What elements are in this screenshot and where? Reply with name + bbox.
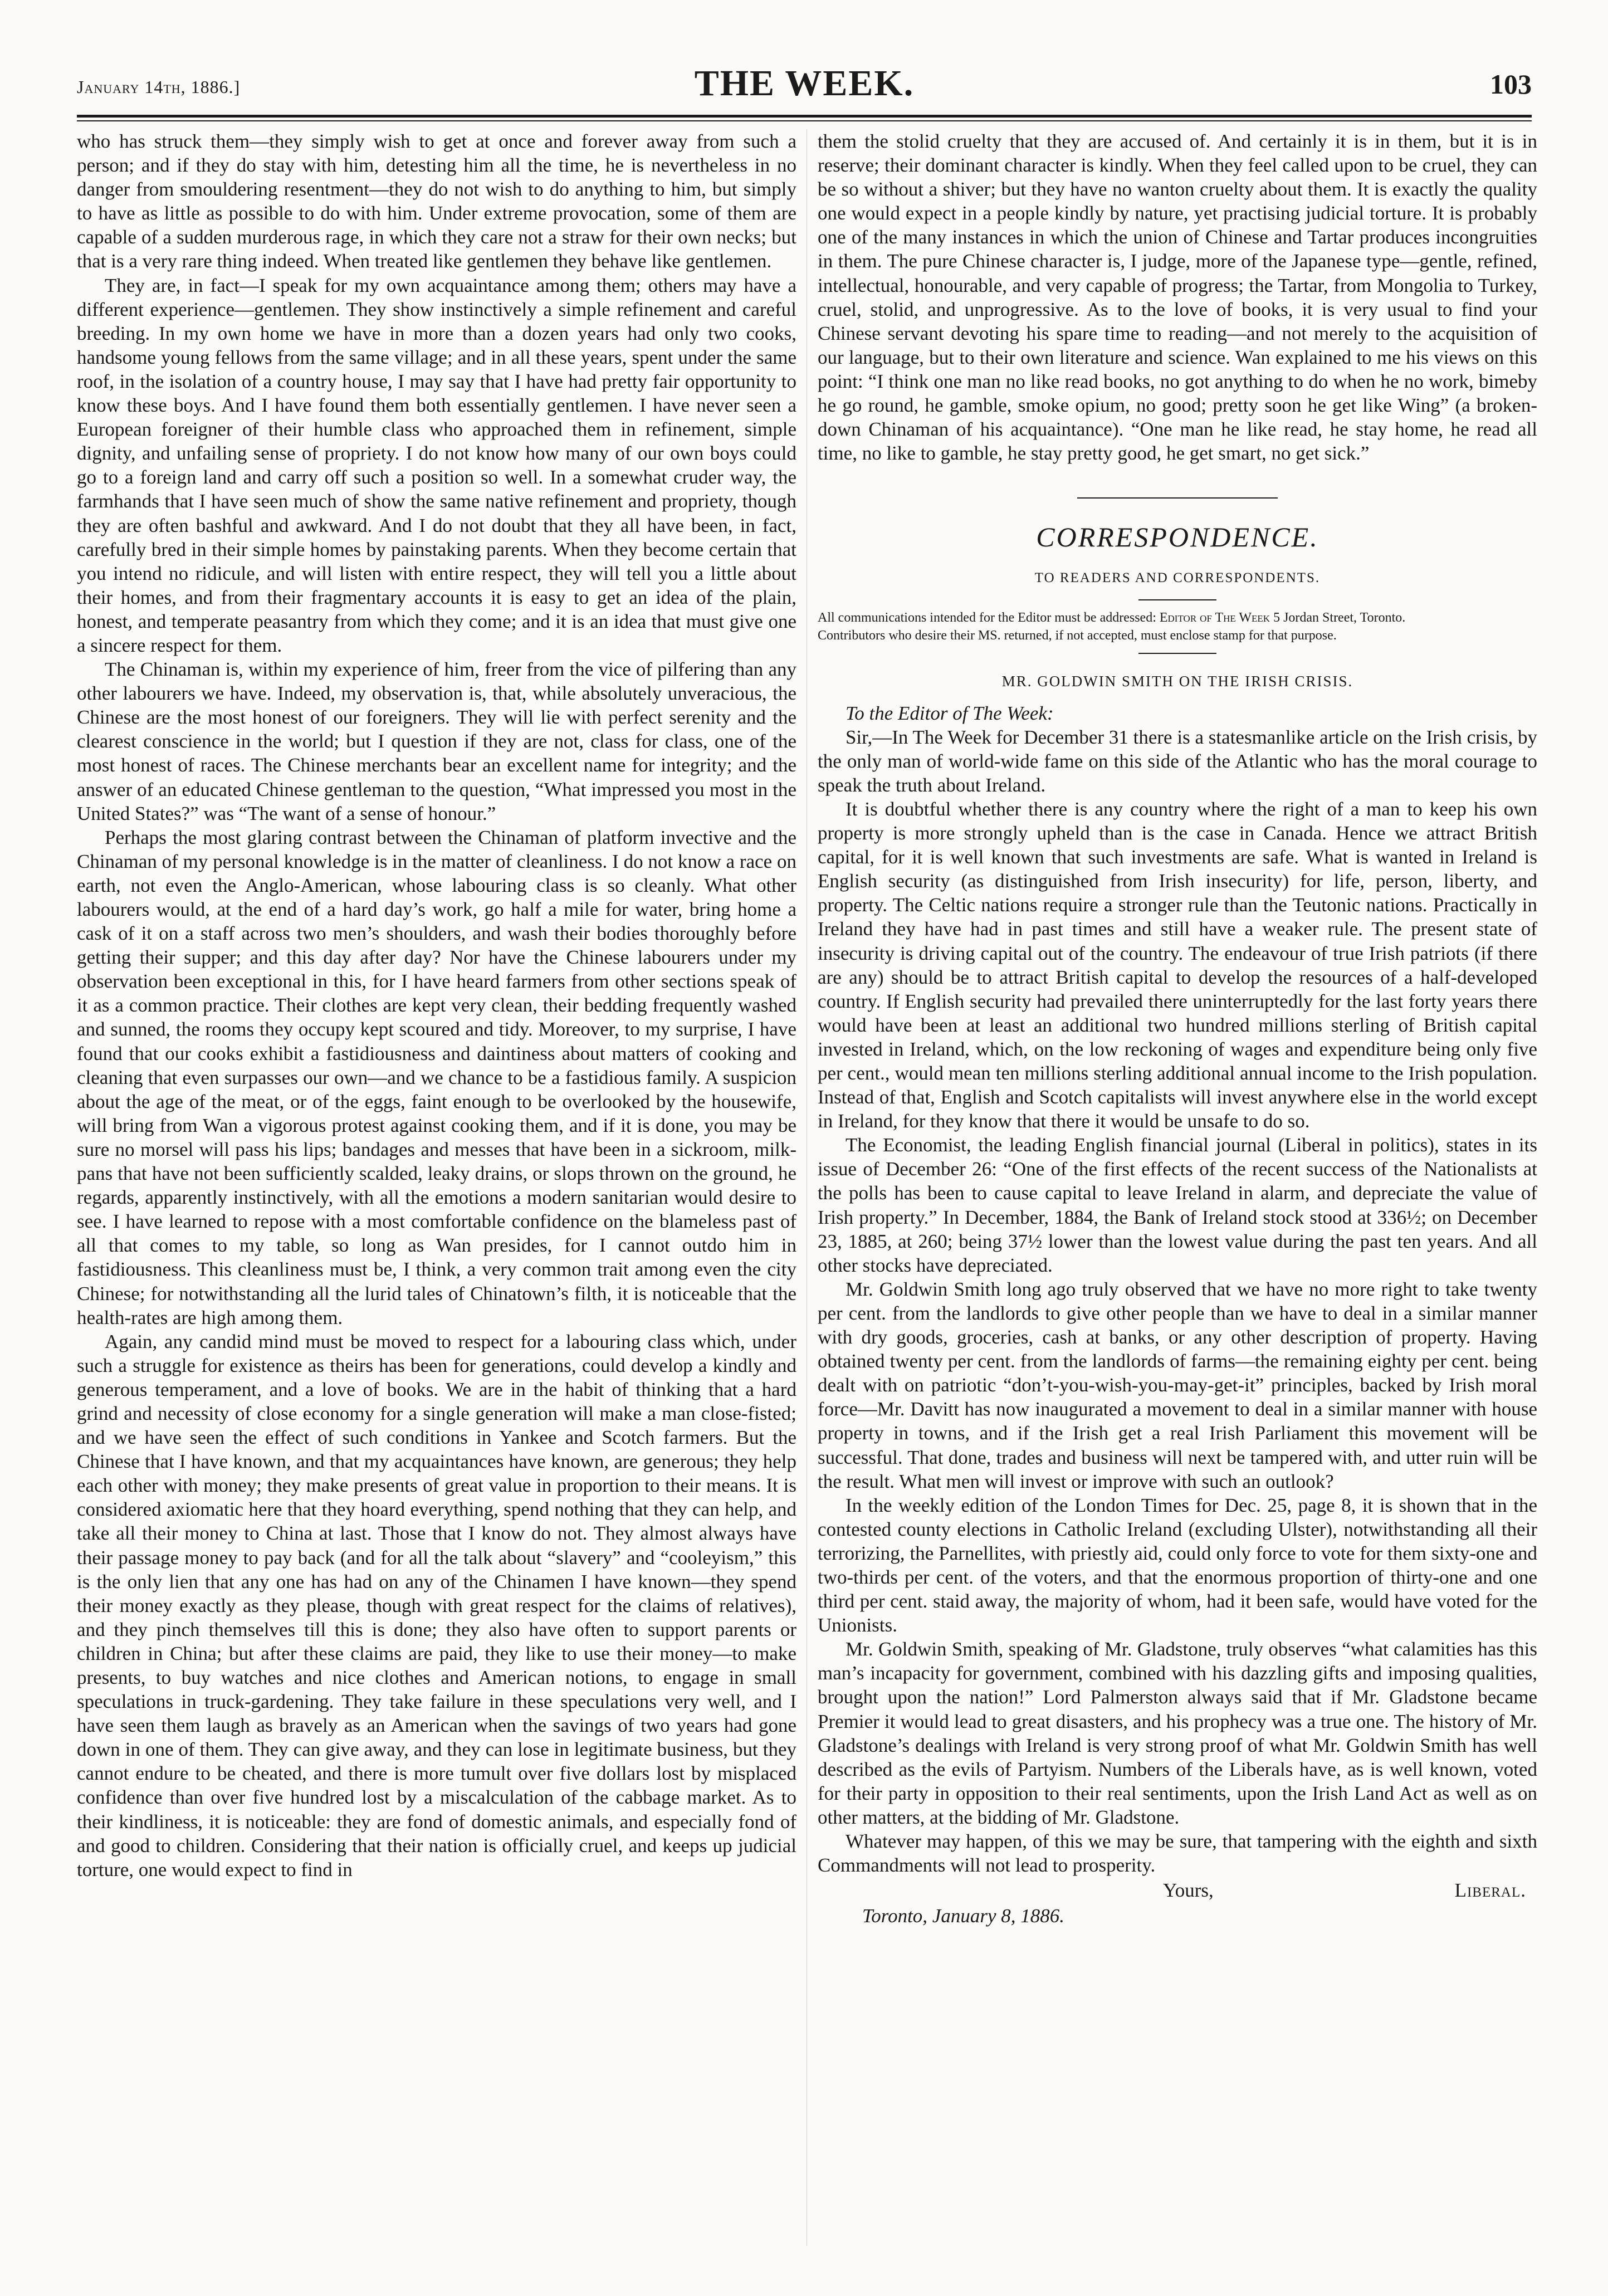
- right-column: [818, 129, 1537, 2224]
- notice-address: 5 Jordan Street, Toronto.: [1270, 610, 1406, 625]
- letter-title: MR. GOLDWIN SMITH ON THE IRISH CRISIS.: [1001, 672, 1353, 690]
- issue-date: January 14th, 1886.]: [77, 77, 241, 97]
- left-paragraph-3: The Chinaman is, within my experience of him, freer from the vice of pilfering than any other labourers we have. Indeed, my observation is, that, while absolutely unveracious, the Chinese are the most honest of our foreigners. They will lie with perfect serenity and the clearest conscience in the world; but I question if they are not, class for class, one of the most honest of races. The Chinese merchants bear an excellent name for integrity; and the answer of an educated Chinese gentleman to the question, “What impressed you most in the United States?” was “The want of a sense of honour.”: [77, 658, 796, 824]
- masthead-rule-thick: [77, 115, 1532, 118]
- masthead: [77, 62, 1532, 114]
- letter-signoff: [818, 1878, 1537, 1904]
- letter-paragraph-3: The Economist, the leading English financial journal (Liberal in politics), states in its issue of December 26: “One of the first effects of the recent success of the Nationalists at the polls has been to cause capital to leave Ireland in alarm, and depreciate the value of Irish property.” In December, 1884, the Bank of Ireland stock stood at 336½; on December 23, 1885, at 260; being 37½ lower than the lowest value during the past ten years. And all other stocks have depreciated.: [818, 1134, 1537, 1276]
- left-paragraph-5: Again, any candid mind must be moved to respect for a labouring class which, under such a struggle for existence as theirs has been for generations, could develop a kindly and generous temperament, and a love of books. We are in the habit of thinking that a hard grind and necessity of close economy for a single generation will make a man close-fisted; and we have seen the effect of such conditions in Yankee and Scotch farmers. But the Chinese that I have known, and that my acquaintances have known, are generous; they help each other with money; they make presents of great value in proportion to their means. It is considered axiomatic here that they hoard everything, spend nothing that they can help, and take all their money to China at last. Those that I know do not. They almost always have their passage money to pay back (and for all the talk about “slavery” and “cooleyism,” this is the only lien that any one has had on any of the Chinamen I have known—they spend their money exactly as they please, though with great respect for the claims of relatives), and they pinch themselves till this is done; they also have often to support parents or children in China; but after these claims are paid, they like to use their money—to make presents, to buy watches and nice clothes and American notions, to engage in small speculations in truck-gardening. They take failure in these speculations very well, and I have seen them laugh as bravely as an American when the savings of two years had gone down in one of them. They can give away, and they can lose in legitimate business, but they cannot endure to be cheated, and there is more tumult over five dollars lost by misplaced confidence than over five hundred lost by a miscalculation of the cabbage market. As to their kindliness, it is noticeable: they are fond of domestic animals, and especially fond of and good to children. Considering that their nation is officially cruel, and keeps up judicial torture, one would expect to find in: [77, 1330, 796, 1880]
- letter-paragraph-1: Sir,—In The Week for December 31 there is a statesmanlike article on the Irish crisis, by the only man of world-wide fame on this side of the Atlantic who has the moral courage to speak the truth about Ireland.: [818, 726, 1537, 796]
- letter-dateline: Toronto, January 8, 1886.: [862, 1905, 1064, 1927]
- letter-signature: Liberal.: [1454, 1879, 1526, 1902]
- left-column: [77, 129, 796, 2263]
- notice-text-start: All communications intended for the Editor must be addressed:: [818, 610, 1160, 625]
- section-separator: [1077, 497, 1278, 499]
- publication-title: THE WEEK.: [694, 63, 915, 104]
- letter-paragraph-6: Mr. Goldwin Smith, speaking of Mr. Gladstone, truly observes “what calamities has this man’s incapacity for government, combined with his dazzling gifts and imposing qualities, brought upon the nation!” Lord Palmerston always said that if Mr. Gladstone became Premier it would lead to great disasters, and his prophecy was a true one. The history of Mr. Gladstone’s dealings with Ireland is very strong proof of what Mr. Goldwin Smith has well described as the evils of Partyism. Numbers of the Liberals have, as is well known, voted for their party in opposition to their real sentiments, upon the Irish Land Act as well as on other matters, at the bidding of Mr. Gladstone.: [818, 1638, 1537, 1828]
- short-rule: [1138, 653, 1216, 654]
- letter-salutation: To the Editor of The Week:: [845, 702, 1054, 724]
- left-paragraph-4: Perhaps the most glaring contrast between the Chinaman of platform invective and the Chinaman of my personal knowledge is in the matter of cleanliness. I do not know a race on earth, not even the Anglo-American, whose labouring class is so cleanly. What other labourers would, at the end of a hard day’s work, go half a mile for water, bring home a cask of it on a staff across two men’s shoulders, and wash their bodies thoroughly before getting their supper; and this day after day? Nor have the Chinese labourers under my observation been exceptional in this, for I have heard farmers from other sections speak of it as a common practice. Their clothes are kept very clean, their bedding frequently washed and sunned, the rooms they occupy kept scoured and tidy. Moreover, to my surprise, I have found that our cooks exhibit a fastidiousness and daintiness about matters of cooking and cleaning that even surpasses our own—and we chance to be a fastidious family. A suspicion about the age of the meat, or of the eggs, faint enough to be overlooked by the housewife, will bring from Wan a vigorous protest against cooking them, and if it is done, you may be sure no morsel will pass his lips; bandages and messes that have been in a sickroom, milk-pans that have not been sufficiently scalded, leaky drains, or slops thrown on the ground, he regards, apparently instinctively, with all the emotions a modern sanitarian would desire to see. I have learned to repose with a most comfortable confidence on the blameless past of all that comes to my table, so long as Wan presides, for I cannot outdo him in fastidiousness. This cleanliness must be, I think, a very common trait among even the city Chinese; for notwithstanding all the lurid tales of Chinatown’s filth, it is noticeable that the health-rates are high among them.: [77, 826, 796, 1328]
- letter-paragraph-4: Mr. Goldwin Smith long ago truly observed that we have no more right to take twenty per cent. from the landlords to give other people than we have to deal in a similar manner with dry goods, groceries, cash at banks, or any other description of property. Having obtained twenty per cent. from the landlords of farms—the remaining eighty per cent. being dealt with on patriotic “don’t-you-wish-you-may-get-it” principles, backed by Irish moral force—Mr. Davitt has now inaugurated a movement to deal in a similar manner with house property in towns, and if the Irish get a real Irish Parliament this movement will be successful. That done, trades and business will next be tampered with, and utter ruin will be the result. What men will invest or improve with such an outlook?: [818, 1278, 1537, 1492]
- article-continuation: them the stolid cruelty that they are accused of. And certainly it is in them, but it is in reserve; their dominant character is kindly. When they feel called upon to be cruel, they can be so without a shiver; but they have no wanton cruelty about them. It is exactly the quality one would expect in a people kindly by nature, yet practising judicial torture. It is probably one of the many instances in which the union of Chinese and Tartar produces incongruities in them. The pure Chinese character is, I judge, more of the Japanese type—gentle, refined, intellectual, honourable, and very capable of progress; the Tartar, from Mongolia to Turkey, cruel, stolid, and unprogressive. As to the love of books, it is very usual to find your Chinese servant devoting his spare time to reading—and not merely to the acquisition of our language, but to their own literature and science. Wan explained to me his views on this point: “I think one man no like read books, no got anything to do when he no work, bimeby he go round, he gamble, smoke opium, no good; pretty soon he get like Wing” (a broken-down Chinaman of his acquaintance). “One man he like read, he stay home, he read all time, no like to gamble, he stay pretty good, he get smart, no get sick.”: [818, 130, 1537, 465]
- contributors-notice: Contributors who desire their MS. returned, if not accepted, must enclose stamp for that purpose.: [818, 628, 1337, 643]
- page-number: 103: [1490, 69, 1532, 100]
- short-rule: [1138, 599, 1216, 600]
- correspondence-heading: CORRESPONDENCE.: [1036, 521, 1319, 553]
- left-paragraph-1: who has struck them—they simply wish to get at once and forever away from such a person; and if they do stay with him, detesting him all the time, he is nevertheless in no danger from smouldering resentment—they do not wish to do anything to him, but simply to have as little as possible to do with him. Under extreme provocation, some of them are capable of a sudden murderous rage, in which they care not a straw for their own necks; but that is a very rare thing indeed. When treated like gentlemen they behave like gentlemen.: [77, 130, 796, 272]
- left-paragraph-2: They are, in fact—I speak for my own acquaintance among them; others may have a different experience—gentlemen. They show instinctively a simple refinement and careful breeding. In my own home we have in more than a dozen years had only two cooks, handsome young fellows from the same village; and in all these years, spent under the same roof, in the isolation of a country house, I may say that I have had pretty fair opportunity to know these boys. And I have found them both essentially gentlemen. I have never seen a European foreigner of their humble class who approached them in refinement, simple dignity, and unfailing sense of propriety. I do not know how many of our own boys could go to a foreign land and carry off such a position so well. In a somewhat cruder way, the farmhands that I have seen much of show the same native refinement and propriety, though they are often bashful and awkward. And I do not doubt that they all have been, in fact, carefully bred in their simple homes by painstaking parents. When they become certain that you intend no ridicule, and will listen with entire respect, they will tell you a little about their homes, and from their fragmentary accounts it is easy to get an idea of the plain, honest, and temperate peasantry from which they come; and it is an idea that must give one a sincere respect for them.: [77, 274, 796, 656]
- editor-address-notice: [818, 609, 1537, 626]
- letter-paragraph-5: In the weekly edition of the London Times for Dec. 25, page 8, it is shown that in the contested county elections in Catholic Ireland (excluding Ulster), notwithstanding all their terrorizing, the Parnellites, with priestly aid, could only force to vote for them sixty-one and two-thirds per cent. of the voters, and that the enormous proportion of thirty-one and one third per cent. staid away, the majority of whom, had it been safe, would have voted for the Unionists.: [818, 1494, 1537, 1636]
- letter-paragraph-7: Whatever may happen, of this we may be sure, that tampering with the eighth and sixth Commandments will not lead to prosperity.: [818, 1830, 1537, 1877]
- correspondence-subheading: TO READERS AND CORRESPONDENTS.: [1034, 570, 1321, 586]
- letter-closing: Yours,: [1163, 1879, 1214, 1902]
- notice-editor-name: Editor of The Week: [1159, 610, 1270, 625]
- masthead-rule-thin: [77, 120, 1532, 121]
- letter-paragraph-2: It is doubtful whether there is any country where the right of a man to keep his own property is more strongly upheld than is the case in Canada. Hence we attract British capital, for it is well known that such investments are safe. What is wanted in Ireland is English security (as distinguished from Irish insecurity) for life, person, liberty, and property. The Celtic nations require a stronger rule than the Teutonic nations. Practically in Ireland they have had in past times and still have a weaker rule. The present state of insecurity is driving capital out of the country. The endeavour of true Irish patriots (if there are any) should be to attract British capital to develop the resources of a half-developed country. If English security had prevailed there uninterruptedly for the last forty years there would have been at least an additional two hundred millions sterling of British capital invested in Ireland, which, on the low reckoning of wages and expenditure being only five per cent., would mean ten millions sterling additional annual income to the Irish population. Instead of that, English and Scotch capitalists will invest anywhere else in the world except in Ireland, for they know that there it would be unsafe to do so.: [818, 798, 1537, 1132]
